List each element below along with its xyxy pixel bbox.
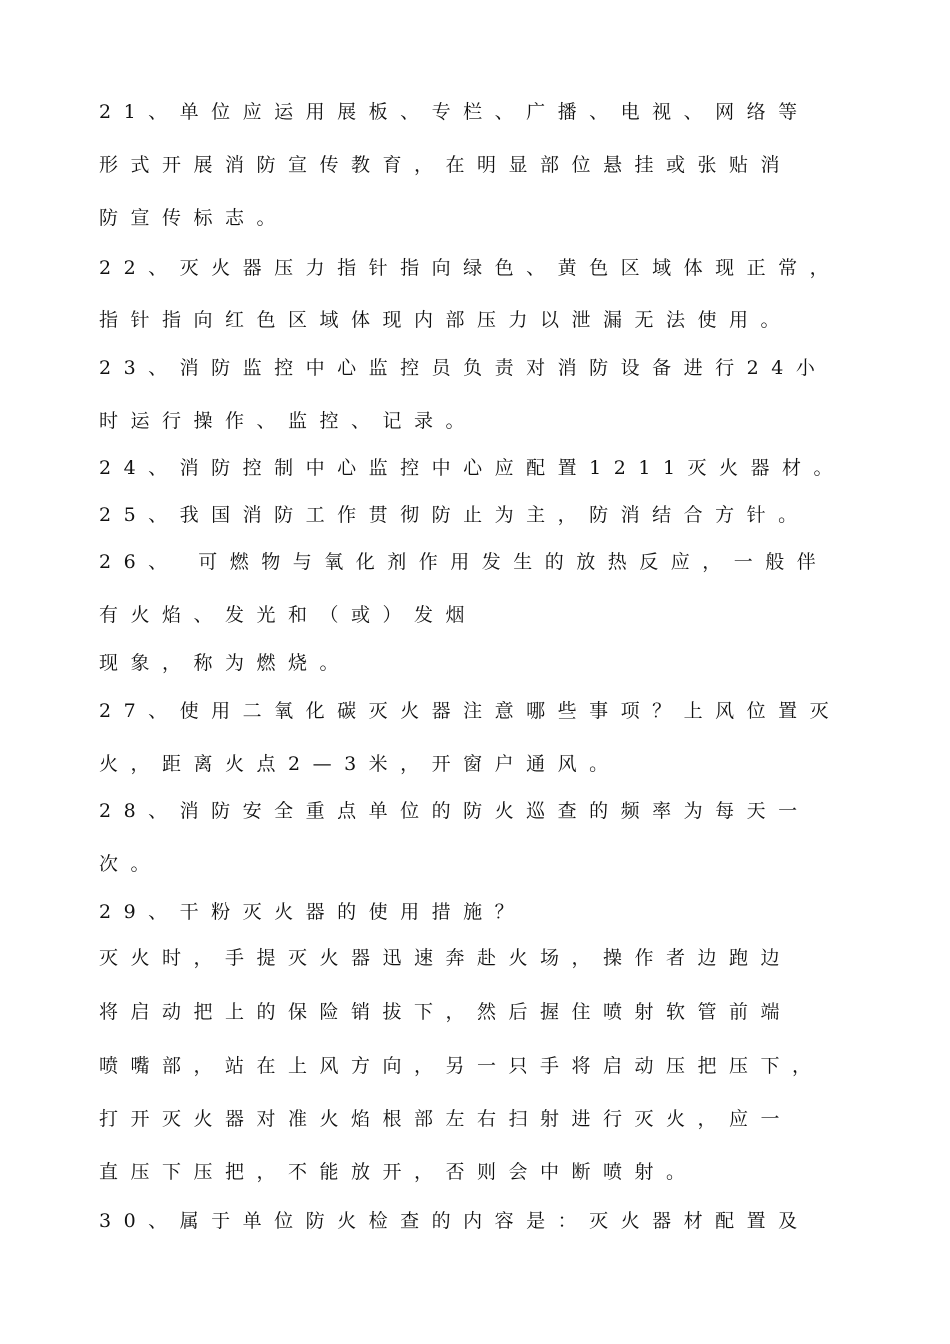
text-line: 直压下压把，不能放开，否则会中断喷射。 — [99, 1161, 698, 1183]
text-line: 将启动把上的保险销拔下，然后握住喷射软管前端 — [99, 1001, 793, 1023]
text-line: 形式开展消防宣传教育，在明显部位悬挂或张贴消 — [99, 154, 793, 176]
text-line: 灭火时，手提灭火器迅速奔赴火场，操作者边跑边 — [99, 947, 793, 969]
text-line: 24、消防控制中心监控中心应配置1211灭火器材。 — [99, 457, 846, 479]
text-line: 火，距离火点2—3米，开窗户通风。 — [99, 753, 621, 775]
text-line: 23、消防监控中心监控员负责对消防设备进行24小 — [99, 357, 828, 379]
text-line: 指针指向红色区域体现内部压力以泄漏无法使用。 — [99, 309, 793, 331]
text-line: 21、单位应运用展板、专栏、广播、电视、网络等 — [99, 101, 810, 123]
text-line: 30、属于单位防火检查的内容是：灭火器材配置及 — [99, 1210, 810, 1232]
text-line: 27、使用二氧化碳灭火器注意哪些事项？上风位置灭 — [99, 700, 842, 722]
text-line: 时运行操作、监控、记录。 — [99, 410, 478, 432]
text-line: 喷嘴部，站在上风方向，另一只手将启动压把压下， — [99, 1055, 824, 1077]
text-line: 次。 — [99, 853, 163, 875]
text-line: 22、灭火器压力指针指向绿色、黄色区域体现正常， — [99, 257, 842, 279]
text-line: 28、消防安全重点单位的防火巡查的频率为每天一 — [99, 800, 810, 822]
text-line: 25、我国消防工作贯彻防止为主，防消结合方针。 — [99, 504, 810, 526]
text-line: 26、 可燃物与氧化剂作用发生的放热反应，一般伴 — [99, 551, 829, 573]
text-line: 有火焰、发光和（或）发烟 — [99, 604, 478, 626]
text-line: 打开灭火器对准火焰根部左右扫射进行灭火，应一 — [99, 1108, 793, 1130]
text-line: 现象，称为燃烧。 — [99, 652, 352, 674]
text-line: 防宣传标志。 — [99, 207, 289, 229]
text-line: 29、干粉灭火器的使用措施？ — [99, 901, 527, 923]
